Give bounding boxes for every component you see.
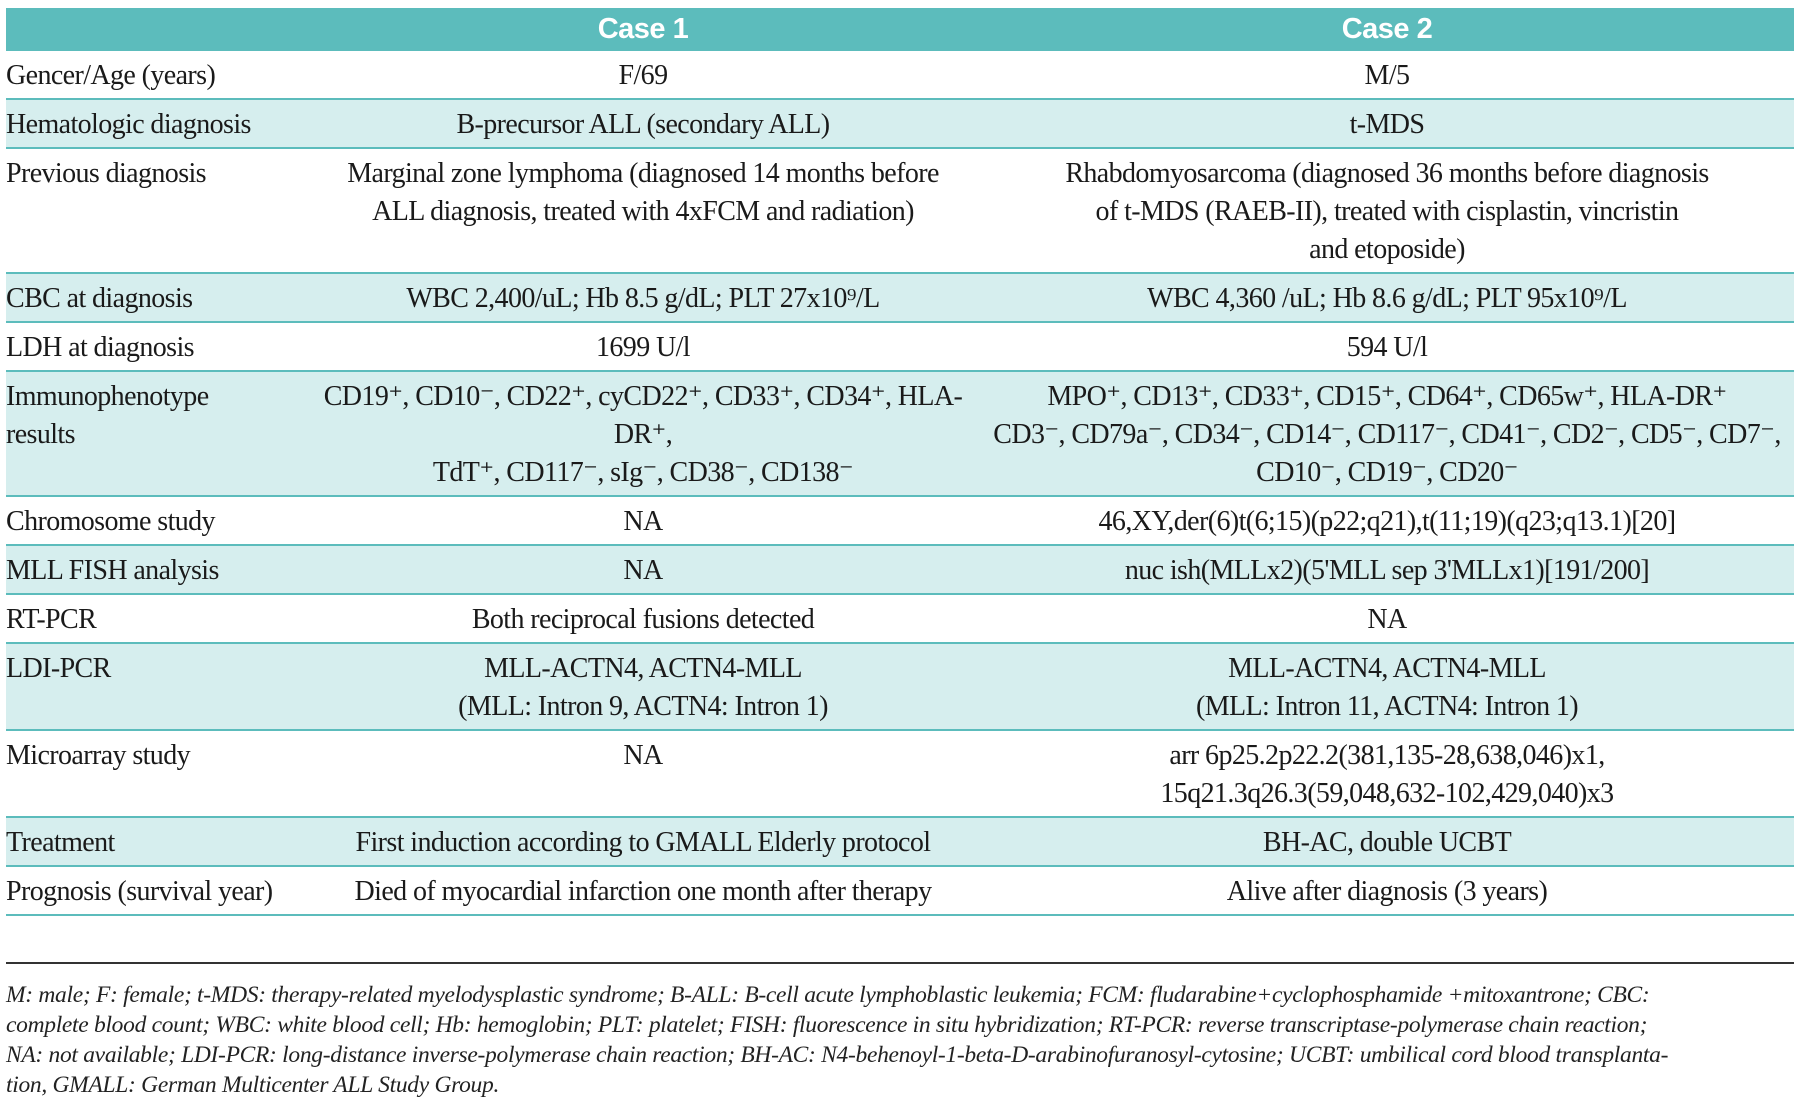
cell-line: of t-MDS (RAEB-II), treated with cisplastin, vincristin bbox=[1095, 196, 1679, 227]
case-1-value: NA bbox=[306, 545, 980, 594]
case-table-container bbox=[6, 8, 1794, 916]
row-label: Microarray study bbox=[6, 730, 306, 817]
cell-line: (MLL: Intron 9, ACTN4: Intron 1) bbox=[458, 691, 828, 722]
table-row bbox=[6, 273, 1794, 322]
footnote-divider bbox=[6, 962, 1794, 964]
table-body bbox=[6, 51, 1794, 915]
case-1-value bbox=[306, 148, 980, 273]
case-2-value: NA bbox=[980, 594, 1794, 643]
table-header bbox=[6, 8, 1794, 51]
case-1-value: B-precursor ALL (secondary ALL) bbox=[306, 99, 980, 148]
table-footnote bbox=[6, 980, 1794, 1100]
case-2-value bbox=[980, 148, 1794, 273]
cell-line: results bbox=[6, 419, 75, 450]
table-row bbox=[6, 322, 1794, 371]
case-1-value: NA bbox=[306, 496, 980, 545]
cell-line: CD3⁻, CD79a⁻, CD34⁻, CD14⁻, CD117⁻, CD41⁻, CD2⁻, CD5⁻, CD7⁻, bbox=[993, 419, 1781, 450]
cell-line: Rhabdomyosarcoma (diagnosed 36 months before diagnosis bbox=[1065, 158, 1709, 189]
case-1-value: NA bbox=[306, 730, 980, 817]
table-row bbox=[6, 545, 1794, 594]
row-label: Previous diagnosis bbox=[6, 148, 306, 273]
cell-line: and etoposide) bbox=[1309, 234, 1465, 265]
table-row bbox=[6, 148, 1794, 273]
case-comparison-table bbox=[6, 8, 1794, 916]
cell-line: CD19⁺, CD10⁻, CD22⁺, cyCD22⁺, CD33⁺, CD34⁺, HLA-DR⁺, bbox=[323, 381, 963, 450]
row-label: CBC at diagnosis bbox=[6, 273, 306, 322]
table-row bbox=[6, 371, 1794, 496]
row-label: Hematologic diagnosis bbox=[6, 99, 306, 148]
case-2-value: nuc ish(MLLx2)(5'MLL sep 3'MLLx1)[191/200] bbox=[980, 545, 1794, 594]
row-label: LDI-PCR bbox=[6, 643, 306, 730]
row-label: Prognosis (survival year) bbox=[6, 866, 306, 915]
case-1-value: Died of myocardial infarction one month after therapy bbox=[306, 866, 980, 915]
case-1-value: Both reciprocal fusions detected bbox=[306, 594, 980, 643]
case-2-value: t-MDS bbox=[980, 99, 1794, 148]
cell-line: MLL-ACTN4, ACTN4-MLL bbox=[1228, 653, 1546, 684]
table-row bbox=[6, 866, 1794, 915]
row-label: Chromosome study bbox=[6, 496, 306, 545]
case-2-value: BH-AC, double UCBT bbox=[980, 817, 1794, 866]
case-2-value bbox=[980, 643, 1794, 730]
row-label: LDH at diagnosis bbox=[6, 322, 306, 371]
cell-line: ALL diagnosis, treated with 4xFCM and radiation) bbox=[372, 196, 914, 227]
footnote-line: tion, GMALL: German Multicenter ALL Study Group. bbox=[6, 1072, 500, 1098]
table-row bbox=[6, 817, 1794, 866]
row-label bbox=[6, 371, 306, 496]
header-blank-cell bbox=[6, 8, 306, 51]
case-1-value: 1699 U/l bbox=[306, 322, 980, 371]
case-2-value: M/5 bbox=[980, 51, 1794, 99]
case-1-value bbox=[306, 643, 980, 730]
case-1-value bbox=[306, 371, 980, 496]
case-2-value bbox=[980, 371, 1794, 496]
table-row bbox=[6, 51, 1794, 99]
cell-line: TdT⁺, CD117⁻, sIg⁻, CD38⁻, CD138⁻ bbox=[432, 457, 854, 488]
header-case-2: Case 2 bbox=[980, 8, 1794, 51]
cell-line: MLL-ACTN4, ACTN4-MLL bbox=[484, 653, 802, 684]
table-row bbox=[6, 643, 1794, 730]
row-label: MLL FISH analysis bbox=[6, 545, 306, 594]
row-label: Gencer/Age (years) bbox=[6, 51, 306, 99]
row-label: RT-PCR bbox=[6, 594, 306, 643]
header-case-1: Case 1 bbox=[306, 8, 980, 51]
cell-line: 15q21.3q26.3(59,048,632-102,429,040)x3 bbox=[1160, 778, 1614, 809]
case-1-value: First induction according to GMALL Elderly protocol bbox=[306, 817, 980, 866]
header-row bbox=[6, 8, 1794, 51]
case-2-value: WBC 4,360 /uL; Hb 8.6 g/dL; PLT 95x10⁹/L bbox=[980, 273, 1794, 322]
case-1-value: WBC 2,400/uL; Hb 8.5 g/dL; PLT 27x10⁹/L bbox=[306, 273, 980, 322]
table-row bbox=[6, 730, 1794, 817]
case-2-value bbox=[980, 730, 1794, 817]
cell-line: Marginal zone lymphoma (diagnosed 14 months before bbox=[347, 158, 939, 189]
footnote-line: NA: not available; LDI-PCR: long-distance inverse-polymerase chain reaction; BH-AC: N4-behenoyl-1-beta-D-arabinofuranosyl-cytosine; UCBT: umbilical cord blood transplanta- bbox=[6, 1042, 1669, 1068]
footnote-line: M: male; F: female; t-MDS: therapy-related myelodysplastic syndrome; B-ALL: B-cell acute lymphoblastic leukemia; FCM: fludarabine+cyclophosphamide +mitoxantrone; CBC: bbox=[6, 982, 1650, 1008]
row-label: Treatment bbox=[6, 817, 306, 866]
cell-line: CD10⁻, CD19⁻, CD20⁻ bbox=[1256, 457, 1518, 488]
table-row bbox=[6, 594, 1794, 643]
table-row bbox=[6, 496, 1794, 545]
cell-line: Immunophenotype bbox=[6, 381, 209, 412]
case-2-value: Alive after diagnosis (3 years) bbox=[980, 866, 1794, 915]
cell-line: arr 6p25.2p22.2(381,135-28,638,046)x1, bbox=[1169, 740, 1605, 771]
case-2-value: 46,XY,der(6)t(6;15)(p22;q21),t(11;19)(q23;q13.1)[20] bbox=[980, 496, 1794, 545]
table-row bbox=[6, 99, 1794, 148]
cell-line: (MLL: Intron 11, ACTN4: Intron 1) bbox=[1195, 691, 1578, 722]
cell-line: MPO⁺, CD13⁺, CD33⁺, CD15⁺, CD64⁺, CD65w⁺, HLA-DR⁺ bbox=[1047, 381, 1727, 412]
case-1-value: F/69 bbox=[306, 51, 980, 99]
footnote-line: complete blood count; WBC: white blood cell; Hb: hemoglobin; PLT: platelet; FISH: fluorescence in situ hybridization; RT-PCR: reverse transcriptase-polymerase chain reaction; bbox=[6, 1012, 1648, 1038]
case-2-value: 594 U/l bbox=[980, 322, 1794, 371]
